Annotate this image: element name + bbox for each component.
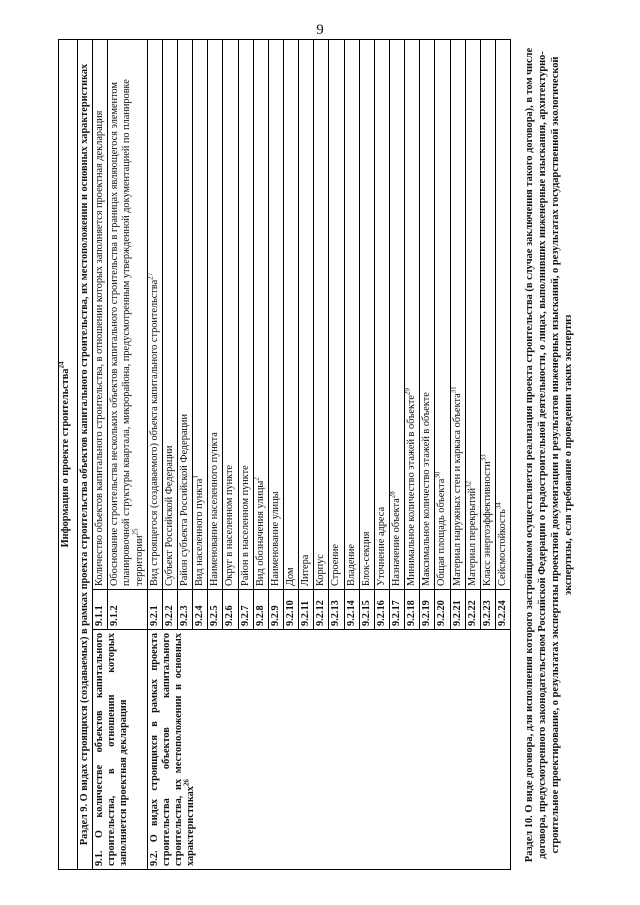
- rotated-page-content: [58, 40, 583, 870]
- row-number: 9.2.15: [359, 590, 374, 630]
- row-number: 9.2.9: [268, 590, 283, 630]
- page-number: 9: [316, 22, 324, 38]
- group-9-2-label: 9.2. О видах строящихся в рамках проекта строительства объектов капитального строительства, их местоположении и основных характеристиках$^{26}$: [147, 630, 510, 870]
- row-number: 9.2.10: [283, 590, 298, 630]
- section10-heading: Раздел 10. О виде договора, для исполнения которого застройщиком осуществляется реализация проекта строительства (в случае заключения такого договора), в том числе договора, предусмотренного законодательством Российской Федерации о градостроительной деятельности, о лицах, выполнивших инженерные изыскания, архитектурно-строительное проектирование, о результатах экспертизы проектной документации и результатов инженерных изысканий, о результатах государственной экологической экспертизы, если требование о проведении таких экспертиз: [524, 47, 575, 863]
- row-number: 9.2.8: [253, 590, 268, 630]
- footnote-ref: 33: [479, 454, 488, 462]
- footnote-ref: 2: [252, 477, 261, 481]
- row-text: Субъект Российской Федерации: [162, 39, 177, 589]
- row-number: 9.2.16: [374, 590, 389, 630]
- table-title: Информация о проекте строительства$^{24}$: [59, 39, 78, 869]
- section9-heading-row: [78, 39, 93, 869]
- row-number: 9.2.13: [329, 590, 344, 630]
- row-number: 9.2.1: [147, 590, 162, 630]
- row-number: 9.2.24: [495, 590, 510, 630]
- row-text: Количество объектов капитального строительства, в отношении которых заполняется проектная декларация: [93, 39, 108, 589]
- table-row: [93, 39, 108, 869]
- row-number: 9.2.11: [299, 590, 314, 630]
- footnote-ref: 27: [146, 272, 155, 280]
- row-number: 9.2.20: [435, 590, 450, 630]
- row-text: Материал наружных стен и каркаса объекта$^{31}$: [450, 39, 465, 589]
- row-number: 9.1.2: [108, 590, 147, 630]
- footnote-ref: 28: [388, 491, 397, 499]
- footnote-ref: 25: [131, 528, 140, 536]
- table-title-row: [59, 39, 78, 869]
- row-number: 9.2.5: [208, 590, 223, 630]
- row-text: Вид строящегося (создаваемого) объекта капитального строительства$^{27}$: [147, 39, 162, 589]
- row-number: 9.2.22: [465, 590, 480, 630]
- footnote-ref: 30: [433, 471, 442, 479]
- row-number: 9.2.3: [177, 590, 192, 630]
- row-text: Минимальное количество этажей в объекте$^{29}$: [405, 39, 420, 589]
- row-text: Округ в населенном пункте: [223, 39, 238, 589]
- row-number: 9.2.4: [193, 590, 208, 630]
- row-number: 9.1.1: [93, 590, 108, 630]
- row-text: Литера: [299, 39, 314, 589]
- row-number: 9.2.19: [420, 590, 435, 630]
- row-text: Дом: [283, 39, 298, 589]
- row-text: Материал перекрытий$^{32}$: [465, 39, 480, 589]
- row-text: Уточнение адреса: [374, 39, 389, 589]
- row-text: Наименование населенного пункта: [208, 39, 223, 589]
- row-number: 9.2.23: [480, 590, 495, 630]
- row-text: Класс энергоэффективности$^{33}$: [480, 39, 495, 589]
- row-text: Назначение объекта$^{28}$: [389, 39, 404, 589]
- row-number: 9.2.7: [238, 590, 253, 630]
- footnote-ref: 31: [449, 386, 458, 394]
- row-text: Район в населенном пункте: [238, 39, 253, 589]
- row-number: 9.2.2: [162, 590, 177, 630]
- row-number: 9.2.17: [389, 590, 404, 630]
- section9-heading: Раздел 9. О видах строящихся (создаваемых) в рамках проекта строительства объектов капитального строительства, их местоположении и основных характеристиках: [78, 39, 93, 869]
- row-text: Блок-секция: [359, 39, 374, 589]
- table-row: [147, 39, 162, 869]
- row-number: 9.2.12: [314, 590, 329, 630]
- row-text: Вид населенного пункта$^1$: [193, 39, 208, 589]
- row-text: Строение: [329, 39, 344, 589]
- row-text: Владение: [344, 39, 359, 589]
- footnote-ref: 32: [464, 481, 473, 489]
- row-number: 9.2.14: [344, 590, 359, 630]
- group-9-1-label: 9.1. О количестве объектов капитального строительства, в отношении которых заполняется проектная декларация: [93, 630, 148, 870]
- row-number: 9.2.6: [223, 590, 238, 630]
- footnote-ref: 34: [494, 502, 503, 510]
- row-text: Вид обозначения улицы$^2$: [253, 39, 268, 589]
- footnote-ref: 1: [191, 475, 200, 479]
- row-text: Корпус: [314, 39, 329, 589]
- row-text: Сейсмостойкость$^{34}$: [495, 39, 510, 589]
- row-number: 9.2.18: [405, 590, 420, 630]
- project-info-table: [58, 39, 511, 870]
- row-text: Наименование улицы: [268, 39, 283, 589]
- footnote-ref: 29: [403, 388, 412, 396]
- row-text: Район субъекта Российской Федерации: [177, 39, 192, 589]
- row-text: Максимальное количество этажей в объекте: [420, 39, 435, 589]
- row-number: 9.2.21: [450, 590, 465, 630]
- row-text: Общая площадь объекта$^{30}$: [435, 39, 450, 589]
- row-text: Обоснование строительства нескольких объектов капитального строительства в границах являющегося элементом планировочной структуры квартала, микрорайона, предусмотренным утвержденной документацией по планировке территории$^{25}$: [108, 39, 147, 589]
